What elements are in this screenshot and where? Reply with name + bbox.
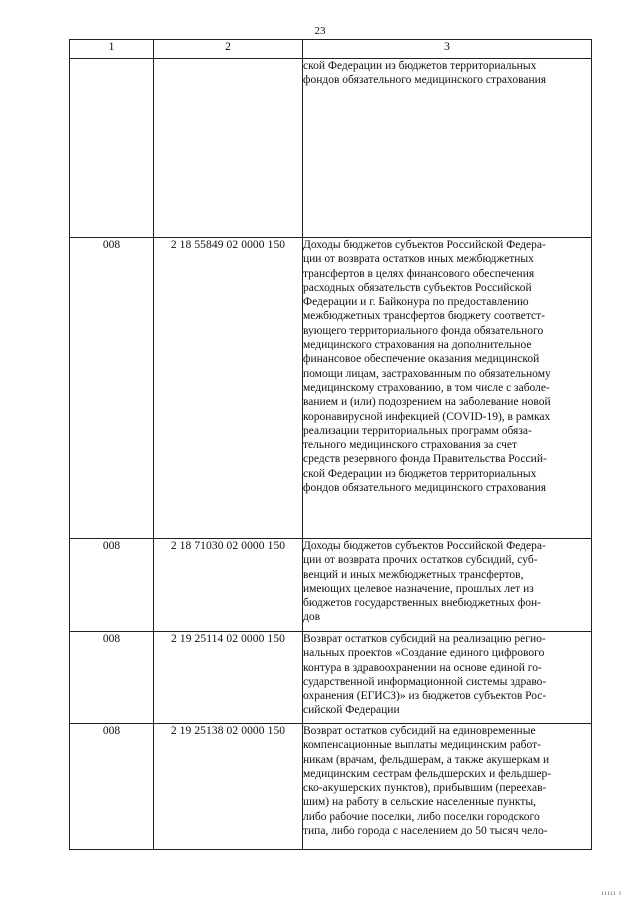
description-text: Возврат остатков субсидий на реализацию регио- нальных проектов «Создание единого цифрового контура в здравоохранении на основе единой го- сударственной информационной системы здраво- охранения (ЕГИСЗ)» из бюджетов субъектов Рос- сийской Федерации: [303, 633, 547, 717]
column-header-2: 2: [154, 40, 303, 59]
table-row: [70, 238, 592, 539]
description-text: ской Федерации из бюджетов территориальных фондов обязательного медицинского страхования: [303, 60, 547, 87]
column-header-3: 3: [303, 40, 592, 59]
description-cell: [303, 539, 592, 632]
description-text: Доходы бюджетов субъектов Российской Федера- ции от возврата остатков иных межбюджетных трансфертов в целях финансового обеспечения расходных обязательств субъектов Российской Федерации и г. Байконура по предоставлению межбюджетных трансфертов бюджету соответст- вующего территориального фонда обязательного медицинского страхования на дополнительное финансовое обеспечение оказания медицинской помощи лицам, застрахованным по обязательному медицинскому страхованию, в том числе с заболе- ванием и (или) подозрением на заболевание новой коронавирусной инфекцией (COVID-19), в рамках реализации территориальных программ обяза- тельного медицинского страхования за счет средств резервного фонда Правительства Россий- ской Федерации из бюджетов территориальных фондов обязательного медицинского страхования: [303, 239, 551, 495]
description-cell: [303, 59, 592, 238]
description-cell: [303, 238, 592, 539]
page-number: 23: [314, 25, 326, 37]
admin-code-cell: 008: [70, 632, 154, 724]
column-header-1: 1: [70, 40, 154, 59]
admin-code-cell: 008: [70, 539, 154, 632]
table-row: [70, 539, 592, 632]
description-text: Возврат остатков субсидий на единовременные компенсационные выплаты медицинским работ- никам (врачам, фельдшерам, а также акушеркам и медицинским сестрам фельдшерских и фельдшер- ско-акушерских пунктов), прибывшим (переехав- шим) на работу в сельские населенные пункты, либо рабочие поселки, либо поселки городского типа, либо города с населением до 50 тысяч чело-: [303, 725, 552, 838]
admin-code-cell: 008: [70, 724, 154, 850]
table-row: [70, 724, 592, 850]
description-text: Доходы бюджетов субъектов Российской Федера- ции от возврата прочих остатков субсидий, суб- венций и иных межбюджетных трансфертов, имеющих целевое назначение, прошлых лет из бюджетов государственных внебюджетных фон- дов: [303, 540, 546, 624]
table-row: [70, 59, 592, 238]
budget-code-table: [69, 39, 592, 850]
budget-code-cell: 2 19 25138 02 0000 150: [154, 724, 303, 850]
budget-code-cell: [154, 59, 303, 238]
budget-code-cell: 2 19 25114 02 0000 150: [154, 632, 303, 724]
table-header-row: [70, 40, 592, 59]
description-cell: [303, 724, 592, 850]
budget-code-cell: 2 18 71030 02 0000 150: [154, 539, 303, 632]
budget-code-cell: 2 18 55849 02 0000 150: [154, 238, 303, 539]
table-row: [70, 632, 592, 724]
admin-code-cell: 008: [70, 238, 154, 539]
description-cell: [303, 632, 592, 724]
admin-code-cell: [70, 59, 154, 238]
footer-mark: ııııı ı: [601, 889, 622, 897]
